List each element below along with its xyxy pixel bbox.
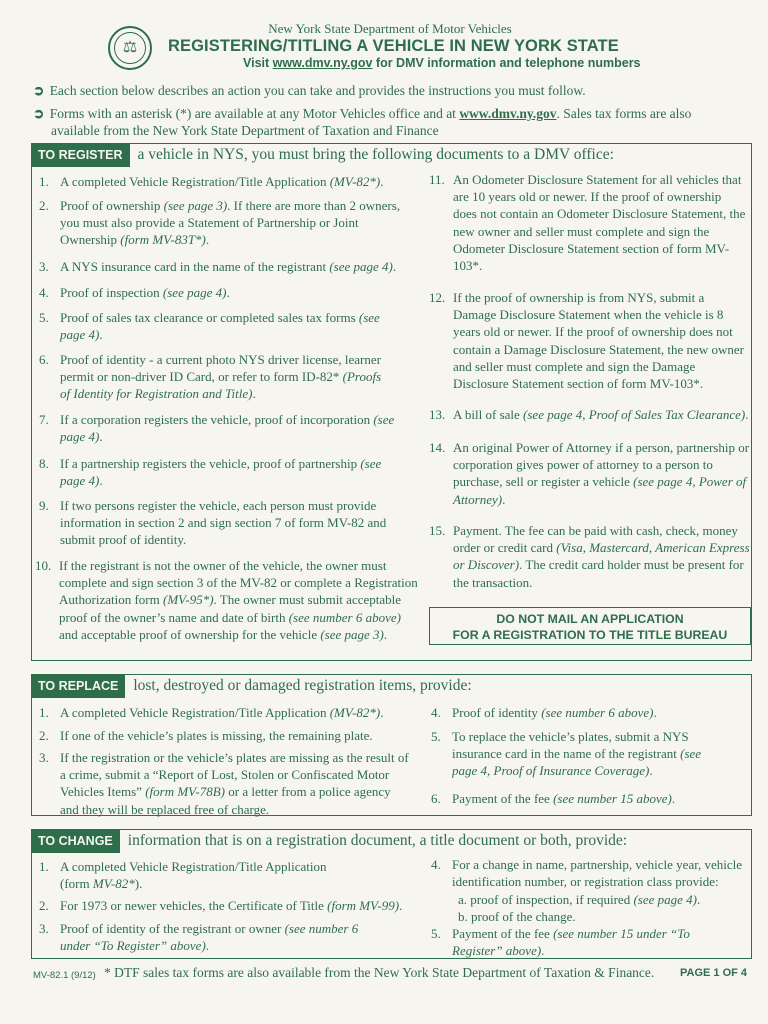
sub-item-b: b. proof of the change. xyxy=(458,909,576,924)
footer-note: * DTF sales tax forms are also available from the New York State Department of Taxation & Finance. xyxy=(104,965,655,980)
list-item: 1. A completed Vehicle Registration/Title Application (MV-82*). xyxy=(39,174,384,189)
list-item: 2. For 1973 or newer vehicles, the Certificate of Title (form MV-99). xyxy=(39,898,403,913)
list-item: 5. To replace the vehicle’s plates, submit a NYS insurance card in the name of the registrant (see page 4, Proof of Insurance Coverage). xyxy=(431,729,702,779)
list-item: 5. Proof of sales tax clearance or completed sales tax forms (see page 4). xyxy=(39,310,380,343)
list-item: 4. For a change in name, partnership, vehicle year, vehicle identification number, or registration class provide: xyxy=(431,857,743,890)
list-item: 2. If one of the vehicle’s plates is missing, the remaining plate. xyxy=(39,728,373,743)
register-tab: TO REGISTER xyxy=(31,143,130,167)
list-item: 3. A NYS insurance card in the name of the registrant (see page 4). xyxy=(39,259,397,274)
arrow-bullet-icon: ➲ xyxy=(33,83,45,98)
replace-header xyxy=(31,674,472,698)
list-item: 12. If the proof of ownership is from NYS, submit a Damage Disclosure Statement when the vehicle is 8 years old or newer. If the proof of ownership does not contain a Damage Disclosure Statement, the new owner and seller must complete and sign the Damage Disclosure Statement section of form MV-103*. xyxy=(429,290,744,392)
list-item: 4. Proof of identity (see number 6 above). xyxy=(431,705,657,720)
replace-tab: TO REPLACE xyxy=(31,674,125,698)
replace-heading: lost, destroyed or damaged registration items, provide: xyxy=(133,677,472,694)
change-heading: information that is on a registration document, a title document or both, provide: xyxy=(127,832,628,849)
do-not-mail-notice: DO NOT MAIL AN APPLICATION FOR A REGISTRATION TO THE TITLE BUREAU xyxy=(429,607,751,645)
list-item: 3. Proof of identity of the registrant or owner (see number 6 under “To Register” above). xyxy=(39,921,359,954)
list-item: 3. If the registration or the vehicle’s plates are missing as the result of a crime, submit a “Report of Lost, Stolen or Confiscated Motor Vehicles Items” (form MV-78B) or a letter from a police agency and they will be replaced free of charge. xyxy=(39,750,409,817)
change-tab: TO CHANGE xyxy=(31,829,120,853)
arrow-bullet-icon: ➲ xyxy=(33,106,45,121)
dmv-website-link[interactable]: www.dmv.ny.gov xyxy=(272,56,373,70)
form-id: MV-82.1 (9/12) xyxy=(33,970,96,981)
change-header xyxy=(31,829,627,853)
state-seal-icon: ⚖ xyxy=(114,32,146,64)
list-item: 9. If two persons register the vehicle, each person must provide information in section 2 and sign section 7 of form MV-82 and submit proof of identity. xyxy=(39,498,387,548)
list-item: 2. Proof of ownership (see page 3). If there are more than 2 owners, you must also provide a Statement of Partnership or Joint Ownership (form MV-83T*). xyxy=(39,198,401,248)
agency-name: New York State Department of Motor Vehicles xyxy=(268,21,512,36)
list-item: 10. If the registrant is not the owner of the vehicle, the owner must complete and sign section 3 of the MV-82 or complete a Registration Authorization form (MV-95*). The owner must submit acceptable proof of the owner’s name and date of birth (see number 6 above) and acceptable proof of ownership for the vehicle (see page 3). xyxy=(35,558,418,642)
list-item: 11. An Odometer Disclosure Statement for all vehicles that are 10 years old or newer. If the proof of ownership does not contain an Odometer Disclosure Statement, the new owner and seller must complete and sign the Odometer Disclosure Statement section of form MV-103*. xyxy=(429,172,746,274)
visit-line: Visit www.dmv.ny.gov for DMV information and telephone numbers xyxy=(243,56,641,70)
list-item: 1. A completed Vehicle Registration/Title Application (form MV-82*). xyxy=(39,859,327,892)
list-item: 4. Proof of inspection (see page 4). xyxy=(39,285,230,300)
intro-bullet-1: ➲ Each section below describes an action you can take and provides the instructions you must follow. xyxy=(33,83,586,98)
list-item: 6. Proof of identity - a current photo NYS driver license, learner permit or non-driver ID Card, or refer to form ID-82* (Proofs of Identity for Registration and Title). xyxy=(39,352,382,402)
list-item: 5. Payment of the fee (see number 15 under “To Register” above). xyxy=(431,926,690,959)
page-number: PAGE 1 OF 4 xyxy=(680,967,748,979)
list-item: 8. If a partnership registers the vehicle, proof of partnership (see page 4). xyxy=(39,456,382,489)
page-title: REGISTERING/TITLING A VEHICLE IN NEW YORK STATE xyxy=(168,37,619,55)
register-heading: a vehicle in NYS, you must bring the following documents to a DMV office: xyxy=(137,146,614,163)
intro-bullet-2: ➲ Forms with an asterisk (*) are available at any Motor Vehicles office and at www.dmv.ny.gov. Sales tax forms are also available from the New York State Department of Taxation and Finance xyxy=(33,106,692,138)
list-item: 1. A completed Vehicle Registration/Title Application (MV-82*). xyxy=(39,705,384,720)
dmv-website-link[interactable]: www.dmv.ny.gov xyxy=(459,106,557,121)
list-item: 6. Payment of the fee (see number 15 above). xyxy=(431,791,676,806)
list-item: 7. If a corporation registers the vehicle, proof of incorporation (see page 4). xyxy=(39,412,395,445)
list-item: 13. A bill of sale (see page 4, Proof of Sales Tax Clearance). xyxy=(429,407,749,422)
list-item: 15. Payment. The fee can be paid with cash, check, money order or credit card (Visa, Mastercard, American Express or Discover). The credit card holder must be present for the transaction. xyxy=(429,523,750,590)
sub-item-a: a. proof of inspection, if required (see page 4). xyxy=(458,892,701,907)
register-header xyxy=(31,143,614,167)
list-item: 14. An original Power of Attorney if a person, partnership or corporation gives power of attorney to a person to purchase, sell or register a vehicle (see page 4, Power of Attorney). xyxy=(429,440,750,507)
